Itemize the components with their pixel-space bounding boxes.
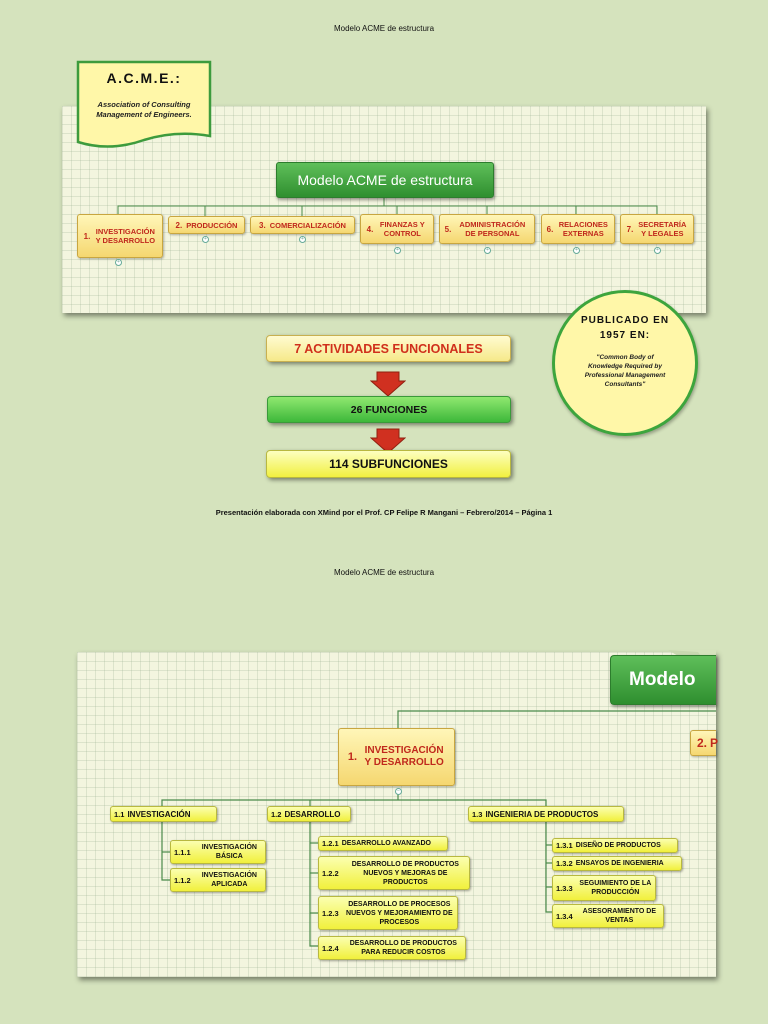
subfunction-label: SEGUIMIENTO DE LA PRODUCCIÓN bbox=[579, 880, 652, 896]
subfunction-node[interactable] bbox=[318, 936, 466, 960]
subfunction-label: DISEÑO DE PRODUCTOS bbox=[575, 842, 661, 849]
subfunction-node[interactable] bbox=[552, 875, 656, 901]
activity-num-1: 1. bbox=[83, 231, 91, 241]
subfunctions-summary-label: 114 SUBFUNCIONES bbox=[329, 457, 448, 471]
subfunction-label: INVESTIGACIÓN BÁSICA bbox=[201, 844, 257, 860]
page2-root-label: Modelo bbox=[629, 669, 696, 690]
subfunction-label: DESARROLLO DE PRODUCTOS PARA REDUCIR COSTOS bbox=[349, 940, 457, 956]
subfunction-node[interactable] bbox=[170, 840, 266, 864]
subfunction-num: 1.1.1 bbox=[174, 847, 191, 857]
activity-label-4: FINANZAS Y CONTROL bbox=[379, 220, 425, 238]
activity-num-5: 5. bbox=[444, 224, 452, 234]
activity-num-3: 3. bbox=[259, 220, 266, 230]
function-num: 1.1 bbox=[114, 809, 125, 819]
function-node-1-2[interactable] bbox=[267, 806, 351, 822]
activity-num-6: 6. bbox=[546, 224, 554, 234]
activity-label-5: ADMINISTRACIÓN DE PERSONAL bbox=[459, 220, 526, 238]
page1-header: Modelo ACME de estructura bbox=[333, 24, 435, 33]
acme-title: A.C.M.E.: bbox=[106, 70, 182, 86]
activity-num-4: 4. bbox=[366, 224, 374, 234]
function-node-1-3[interactable] bbox=[468, 806, 624, 822]
subfunction-label: INVESTIGACIÓN APLICADA bbox=[201, 872, 257, 888]
subfunction-num: 1.2.4 bbox=[322, 943, 339, 953]
subfunction-num: 1.3.2 bbox=[556, 859, 573, 868]
activity-label-7: SECRETARÍA Y LEGALES bbox=[638, 220, 687, 238]
subfunction-num: 1.2.1 bbox=[322, 839, 339, 848]
subfunction-node[interactable] bbox=[552, 856, 682, 871]
published-text: "Common Body of Knowledge Required by Professional Management Consultants" bbox=[584, 354, 666, 388]
expand-icon[interactable]: + bbox=[115, 259, 122, 266]
subfunction-node[interactable] bbox=[318, 836, 448, 851]
expand-icon[interactable]: + bbox=[299, 236, 306, 243]
expand-icon[interactable]: + bbox=[573, 247, 580, 254]
subfunction-num: 1.3.4 bbox=[556, 911, 573, 921]
subfunction-num: 1.2.3 bbox=[322, 908, 339, 918]
function-label: INVESTIGACIÓN bbox=[127, 809, 191, 819]
subfunction-label: DESARROLLO DE PRODUCTOS NUEVOS Y MEJORAS DE PRODUCTOS bbox=[351, 860, 459, 886]
subfunction-label: ENSAYOS DE INGENIERIA bbox=[575, 860, 664, 867]
activity-label-6: RELACIONES EXTERNAS bbox=[558, 220, 608, 238]
activity-num-7: 7. bbox=[626, 224, 634, 234]
page2-main-node[interactable] bbox=[338, 728, 455, 786]
function-label: INGENIERIA DE PRODUCTOS bbox=[485, 809, 599, 819]
subfunction-num: 1.2.2 bbox=[322, 868, 339, 878]
page2-main-num: 1. bbox=[347, 751, 358, 763]
activity-label-2: PRODUCCIÓN bbox=[186, 220, 238, 230]
subfunction-label: DESARROLLO AVANZADO bbox=[341, 840, 431, 847]
function-num: 1.2 bbox=[271, 809, 282, 819]
subfunction-num: 1.3.1 bbox=[556, 841, 573, 850]
page1-root-label: Modelo ACME de estructura bbox=[297, 172, 473, 188]
subfunction-label: ASESORAMIENTO DE VENTAS bbox=[582, 908, 657, 924]
functions-summary-label: 26 FUNCIONES bbox=[350, 403, 428, 416]
subfunction-node[interactable] bbox=[552, 904, 664, 928]
activity-num-2: 2. bbox=[175, 220, 183, 230]
subfunction-node[interactable] bbox=[170, 868, 266, 892]
acme-subtitle: Association of Consulting Management of Engineers. bbox=[96, 100, 192, 119]
page2-sibling-num: 2. bbox=[697, 736, 708, 750]
subfunction-node[interactable] bbox=[318, 896, 458, 930]
subfunction-num: 1.1.2 bbox=[174, 875, 191, 885]
function-node-1-1[interactable] bbox=[110, 806, 217, 822]
function-label: DESARROLLO bbox=[284, 809, 341, 819]
subfunction-node[interactable] bbox=[318, 856, 470, 890]
page2-sibling-label: P bbox=[710, 736, 719, 750]
collapse-icon[interactable]: − bbox=[395, 788, 402, 795]
published-title: PUBLICADO EN 1957 EN: bbox=[580, 315, 670, 341]
page2-header: Modelo ACME de estructura bbox=[333, 568, 435, 577]
expand-icon[interactable]: + bbox=[202, 236, 209, 243]
subfunction-num: 1.3.3 bbox=[556, 883, 573, 893]
subfunction-label: DESARROLLO DE PROCESOS NUEVOS Y MEJORAMIENTO DE PROCESOS bbox=[346, 900, 453, 926]
expand-icon[interactable]: + bbox=[394, 247, 401, 254]
subfunction-node[interactable] bbox=[552, 838, 678, 853]
expand-icon[interactable]: + bbox=[484, 247, 491, 254]
page2-main-label: INVESTIGACIÓN Y DESARROLLO bbox=[364, 745, 444, 768]
activity-label-3: COMERCIALIZACIÓN bbox=[269, 220, 346, 230]
activity-label-1: INVESTIGACIÓN Y DESARROLLO bbox=[95, 227, 156, 245]
page1-footer: Presentación elaborada con XMind por el Prof. CP Felipe R Mangani – Febrero/2014 – Página 1 bbox=[215, 508, 553, 517]
function-num: 1.3 bbox=[472, 809, 483, 819]
activities-summary-label: 7 ACTIVIDADES FUNCIONALES bbox=[294, 341, 483, 356]
expand-icon[interactable]: + bbox=[654, 247, 661, 254]
